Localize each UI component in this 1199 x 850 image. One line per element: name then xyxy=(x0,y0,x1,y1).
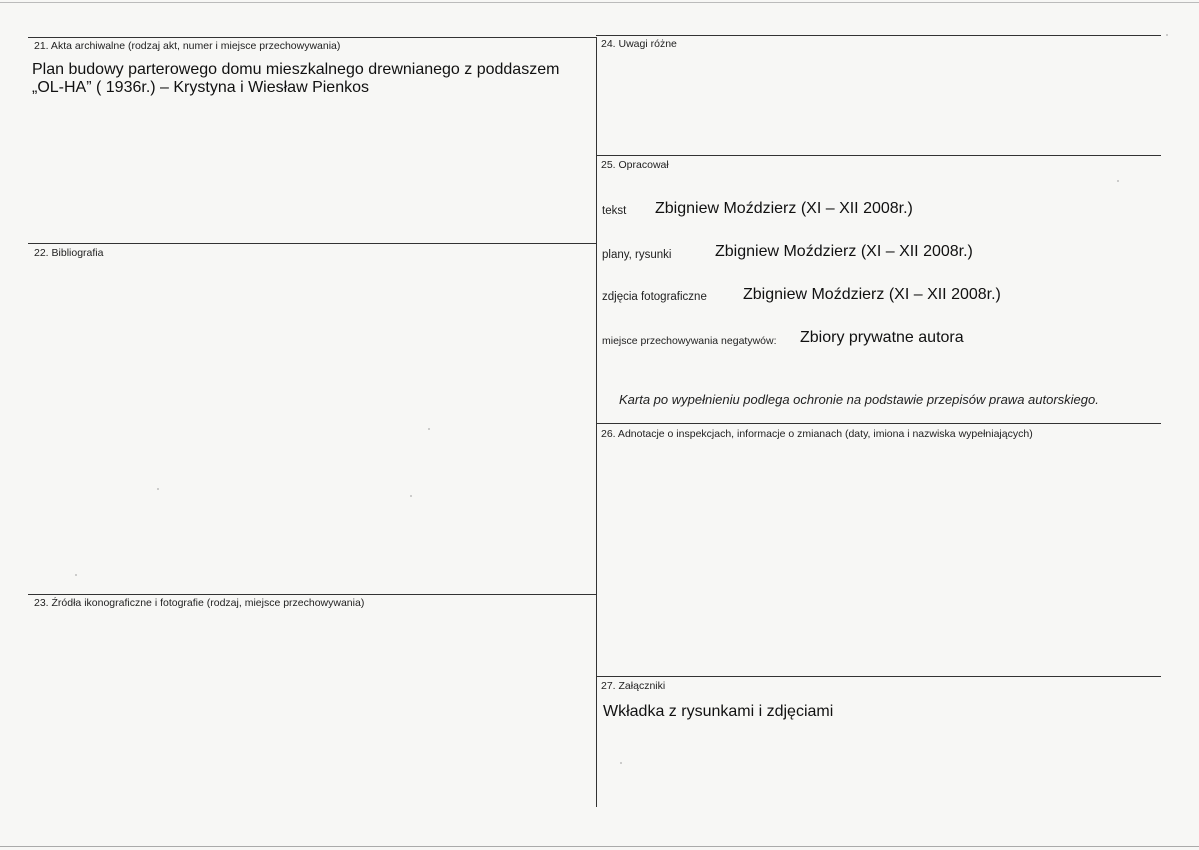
scan-speck xyxy=(620,762,622,764)
section23-top-line xyxy=(28,594,596,595)
copyright-note: Karta po wypełnieniu podlega ochronie na podstawie przepisów prawa autorskiego. xyxy=(619,392,1099,407)
section21-top-line xyxy=(28,37,596,38)
top-edge-line xyxy=(0,2,1199,3)
miejsce-value: Zbiory prywatne autora xyxy=(800,329,964,346)
section27-label: 27. Załączniki xyxy=(601,680,666,692)
section22-top-line xyxy=(28,243,596,244)
section26-label: 26. Adnotacje o inspekcjach, informacje o zmianach (daty, imiona i nazwiska wypełniających) xyxy=(601,428,1033,440)
scan-speck xyxy=(410,495,412,497)
section22-label: 22. Bibliografia xyxy=(34,247,104,259)
bottom-edge-line xyxy=(0,846,1199,847)
section21-label: 21. Akta archiwalne (rodzaj akt, numer i miejsce przechowywania) xyxy=(34,40,341,52)
section23-label: 23. Źródła ikonograficzne i fotografie (rodzaj, miejsce przechowywania) xyxy=(34,597,365,609)
zdjecia-value: Zbigniew Moździerz (XI – XII 2008r.) xyxy=(743,286,1001,303)
section24-label: 24. Uwagi różne xyxy=(601,38,677,50)
section21-line2: „OL-HA” ( 1936r.) – Krystyna i Wiesław Pienkos xyxy=(32,79,369,96)
plany-label: plany, rysunki xyxy=(602,249,672,261)
scan-speck xyxy=(1117,180,1119,182)
zdjecia-label: zdjęcia fotograficzne xyxy=(602,291,707,303)
plany-value: Zbigniew Moździerz (XI – XII 2008r.) xyxy=(715,243,973,260)
scan-speck xyxy=(75,574,77,576)
section21-line1: Plan budowy parterowego domu mieszkalnego drewnianego z poddaszem xyxy=(32,61,560,78)
section27-top-line xyxy=(596,676,1161,677)
section25-label: 25. Opracował xyxy=(601,159,669,171)
tekst-label: tekst xyxy=(602,205,627,217)
tekst-value: Zbigniew Moździerz (XI – XII 2008r.) xyxy=(655,200,913,217)
section27-value: Wkładka z rysunkami i zdjęciami xyxy=(603,703,834,720)
scan-speck xyxy=(1166,34,1168,36)
column-divider xyxy=(596,37,597,807)
section24-top-line xyxy=(596,35,1161,36)
miejsce-label: miejsce przechowywania negatywów: xyxy=(602,335,777,347)
scan-speck xyxy=(428,428,430,430)
section25-top-line xyxy=(596,155,1161,156)
section26-top-line xyxy=(596,423,1161,424)
scan-speck xyxy=(157,488,159,490)
